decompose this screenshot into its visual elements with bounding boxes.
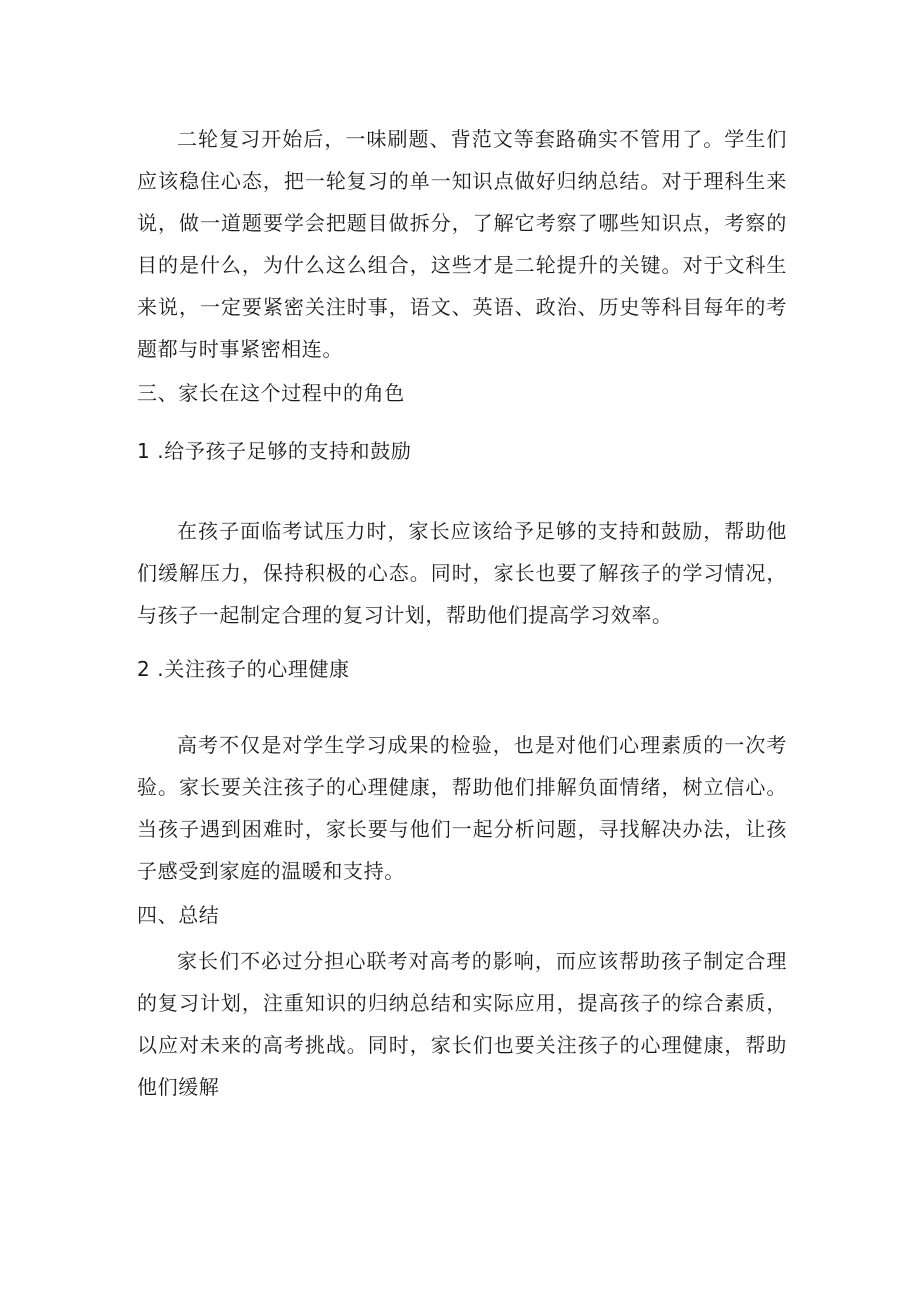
document-body: [137, 118, 787, 1108]
subheading-mental-health: 2 .关注孩子的心理健康: [137, 657, 350, 681]
section-heading-parent-role: 三、家长在这个过程中的角色: [137, 381, 405, 405]
subheading-support-encourage: 1 .给予孩子足够的支持和鼓励: [137, 439, 412, 463]
paragraph-review-strategy: 二轮复习开始后，一味刷题、背范文等套路确实不管用了。学生们应该稳住心态，把一轮复习的单一知识点做好归纳总结。对于理科生来说，做一道题要学会把题目做拆分，了解它考察了哪些知识点，考察的目的是什么，为什么这么组合，这些才是二轮提升的关键。对于文科生来说，一定要紧密关注时事，语文、英语、政治、历史等科目每年的考题都与时事紧密相连。: [137, 127, 787, 361]
section-heading-summary: 四、总结: [137, 903, 220, 927]
paragraph-support-encourage: 在孩子面临考试压力时，家长应该给予足够的支持和鼓励，帮助他们缓解压力，保持积极的心态。同时，家长也要了解孩子的学习情况，与孩子一起制定合理的复习计划，帮助他们提高学习效率。: [137, 519, 787, 627]
paragraph-mental-health: 高考不仅是对学生学习成果的检验，也是对他们心理素质的一次考验。家长要关注孩子的心理健康，帮助他们排解负面情绪，树立信心。当孩子遇到困难时，家长要与他们一起分析问题，寻找解决办法，让孩子感受到家庭的温暖和支持。: [137, 733, 787, 883]
paragraph-summary: 家长们不必过分担心联考对高考的影响，而应该帮助孩子制定合理的复习计划，注重知识的归纳总结和实际应用，提高孩子的综合素质，以应对未来的高考挑战。同时，家长们也要关注孩子的心理健康，帮助他们缓解: [137, 949, 787, 1099]
